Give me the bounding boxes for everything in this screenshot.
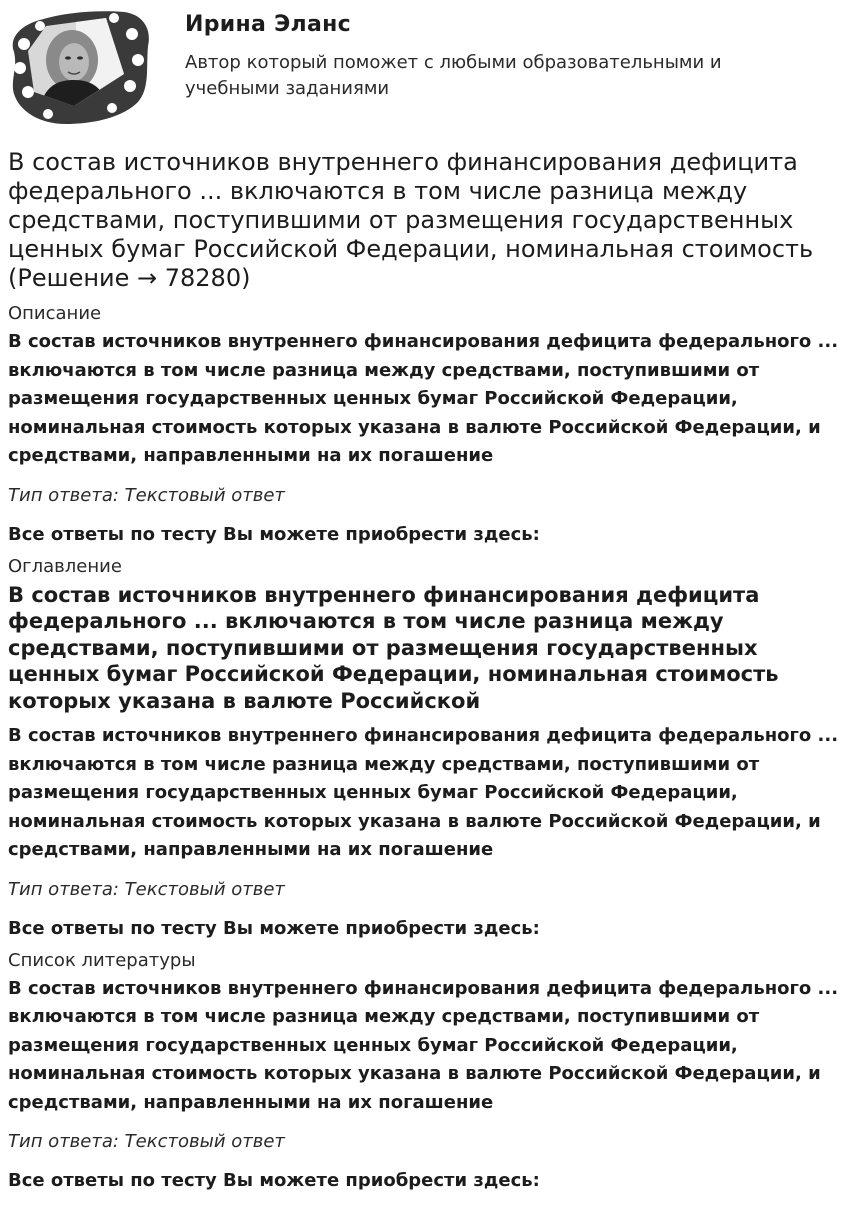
answer-type-label: Тип ответа: Текстовый ответ xyxy=(8,1131,285,1152)
buy-answers-text: Все ответы по тесту Вы можете приобрести здесь: xyxy=(8,523,540,545)
buy-answers-text: Все ответы по тесту Вы можете приобрести здесь: xyxy=(8,1170,540,1191)
author-avatar[interactable] xyxy=(6,6,152,126)
description-text: В состав источников внутреннего финансирования дефицита федерального ... включаются в том числе разница между средствами, поступившими от размещения государственных ценных бумаг Российской Федерации, номинальная стоимость которых указана в валюте Российской Федерации, и средствами, направленными на их погашение xyxy=(8,331,839,466)
section-description xyxy=(8,303,840,546)
author-name[interactable]: Ирина Эланс xyxy=(185,12,351,37)
section-toc xyxy=(8,556,840,940)
buy-answers-text: Все ответы по тесту Вы можете приобрести здесь: xyxy=(8,917,540,939)
author-block xyxy=(0,0,847,140)
answer-type-label: Тип ответа: Текстовый ответ xyxy=(8,878,285,900)
section-label-literature: Список литературы xyxy=(8,949,196,971)
section-label-toc: Оглавление xyxy=(8,555,122,577)
toc-heading: В состав источников внутреннего финансирования дефицита федерального ... включаются в том числе разница между средствами, поступившими от размещения государственных ценных бумаг Российской Федерации, номинальная стоимость которых указана в валюте Российской xyxy=(8,582,779,713)
section-label-description: Описание xyxy=(8,303,102,324)
author-description: Автор который поможет с любыми образовательными и учебными заданиями xyxy=(185,52,722,99)
section-literature xyxy=(8,950,840,1193)
film-frame-avatar-image xyxy=(6,6,152,126)
main-content xyxy=(8,148,840,1192)
answer-type-label: Тип ответа: Текстовый ответ xyxy=(8,484,285,506)
page-title: В состав источников внутреннего финансирования дефицита федерального ... включаются в том числе разница между средствами, поступившими от размещения государственных ценных бумаг Российской Федерации, номинальная стоимость (Решение → 78280) xyxy=(8,148,814,292)
literature-text: В состав источников внутреннего финансирования дефицита федерального ... включаются в том числе разница между средствами, поступившими от размещения государственных ценных бумаг Российской Федерации, номинальная стоимость которых указана в валюте Российской Федерации, и средствами, направленными на их погашение xyxy=(8,977,839,1113)
toc-text: В состав источников внутреннего финансирования дефицита федерального ... включаются в том числе разница между средствами, поступившими от размещения государственных ценных бумаг Российской Федерации, номинальная стоимость которых указана в валюте Российской Федерации, и средствами, направленными на их погашение xyxy=(8,725,839,860)
